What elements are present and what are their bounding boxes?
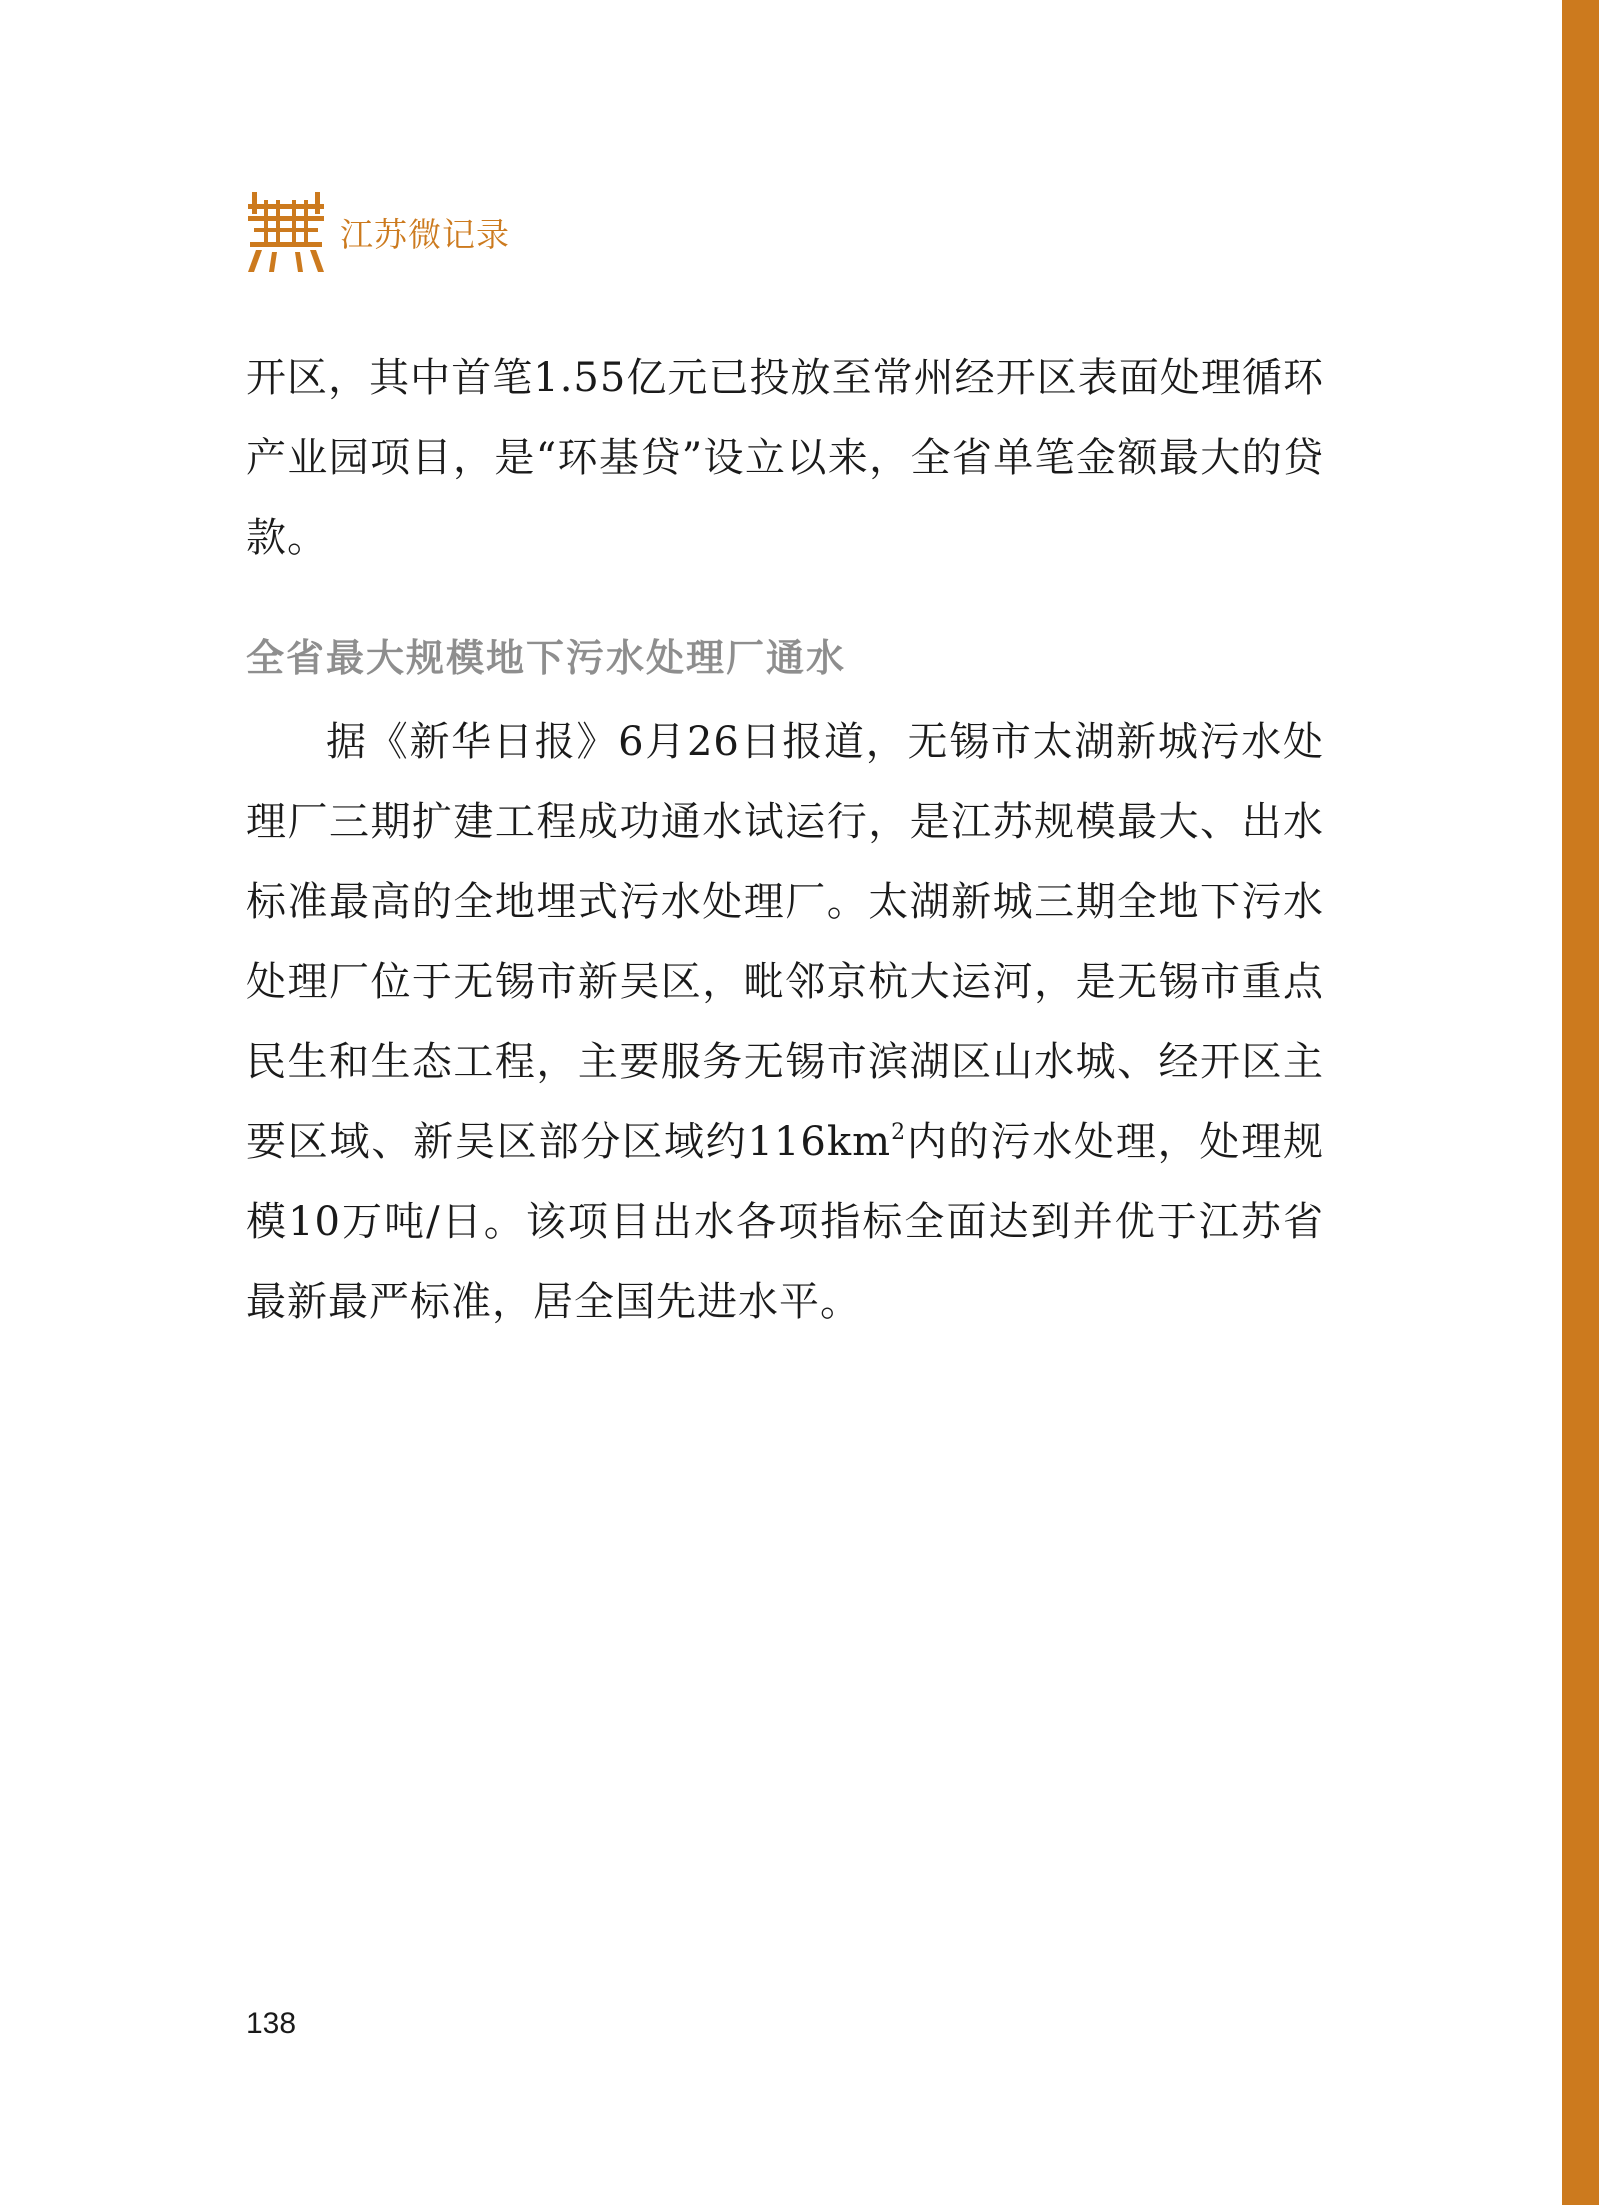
running-header	[246, 190, 510, 274]
paragraph-report-text-b: 内的污水处理，处理规模10万吨/日。该项目出水各项指标全面达到并优于江苏省最新最严标准，居全国先进水平。	[246, 1119, 1325, 1325]
section-heading: 全省最大规模地下污水处理厂通水	[246, 636, 847, 680]
paragraph-report	[246, 702, 1324, 1342]
article-body	[246, 338, 1324, 1342]
header-title: 江苏微记录	[340, 214, 510, 254]
page-number: 138	[246, 2007, 297, 2040]
jiangsu-emblem-logo-icon	[246, 190, 326, 274]
paragraph-continued: 开区，其中首笔1.55亿元已投放至常州经开区表面处理循环产业园项目，是“环基贷”设立以来，全省单笔金额最大的贷款。	[246, 355, 1324, 561]
paragraph-report-text-a: 据《新华日报》6月26日报道，无锡市太湖新城污水处理厂三期扩建工程成功通水试运行，是江苏规模最大、出水标准最高的全地埋式污水处理厂。太湖新城三期全地下污水处理厂位于无锡市新吴区，毗邻京杭大运河，是无锡市重点民生和生态工程，主要服务无锡市滨湖区山水城、经开区主要区域、新吴区部分区域约116km	[246, 719, 1324, 1165]
superscript-exponent: 2	[891, 1120, 907, 1145]
side-color-band	[1562, 0, 1599, 2205]
